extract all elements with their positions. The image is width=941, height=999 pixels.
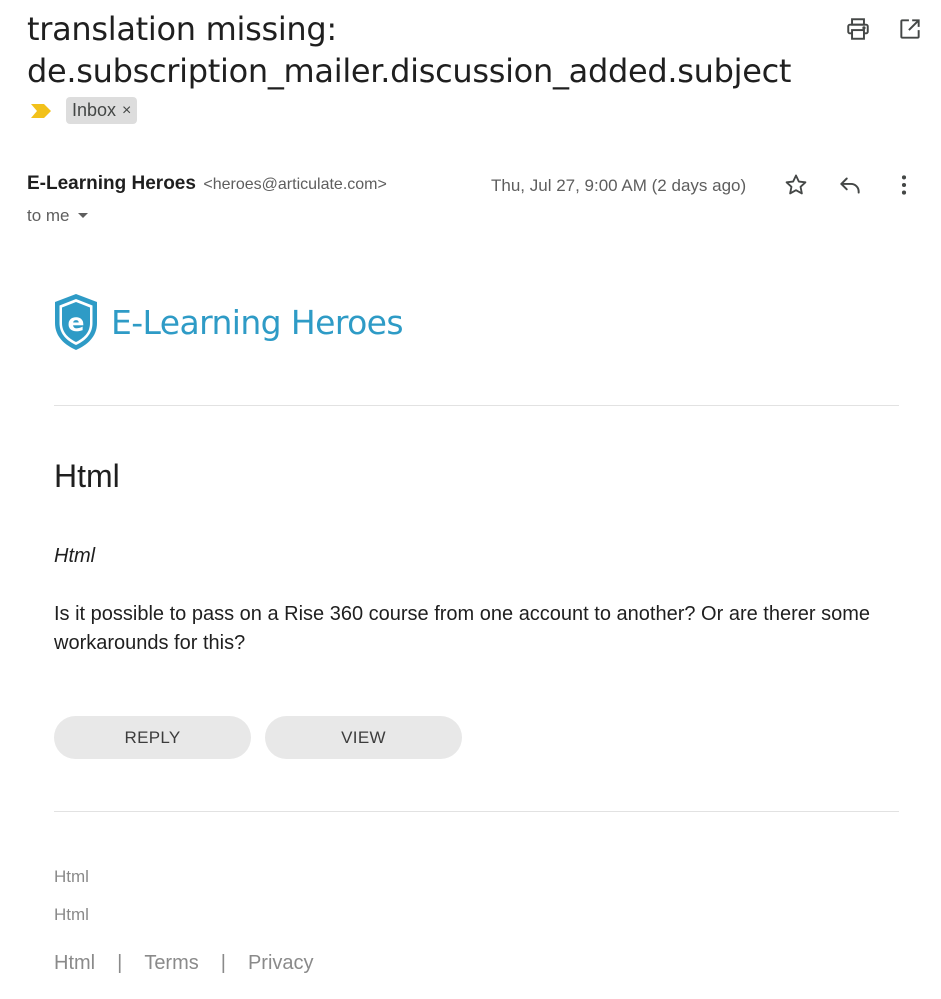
- post-body: Is it possible to pass on a Rise 360 course from one account to another? Or are therer some workarounds for this?: [54, 603, 870, 654]
- logo-wordmark: E-Learning Heroes: [111, 302, 403, 342]
- print-button[interactable]: [843, 14, 873, 44]
- subject-line-2: de.subscription_mailer.discussion_added.subject: [27, 52, 792, 90]
- shield-logo-icon: [53, 293, 99, 351]
- subject-line-1: translation missing:: [27, 10, 337, 48]
- recipient-text: to me: [27, 206, 70, 225]
- footer-line-1: Html: [54, 867, 89, 886]
- footer-separator: |: [117, 952, 123, 974]
- message-actions: [781, 170, 919, 200]
- label-chip-text: Inbox: [72, 100, 117, 120]
- email-subject: [27, 8, 817, 92]
- star-icon: [783, 172, 809, 198]
- print-icon: [845, 16, 871, 42]
- important-marker-icon[interactable]: [30, 103, 52, 119]
- sender-name[interactable]: E-Learning Heroes: [27, 173, 196, 194]
- post-title: Html: [54, 458, 120, 494]
- divider-bottom: [54, 811, 899, 812]
- footer-links: [54, 952, 314, 975]
- more-options-button[interactable]: [889, 170, 919, 200]
- open-in-new-window-button[interactable]: [895, 14, 925, 44]
- footer-separator: |: [220, 952, 226, 974]
- view-cta-button[interactable]: VIEW: [265, 716, 462, 759]
- open-new-window-icon: [897, 16, 923, 42]
- reply-icon: [837, 172, 863, 198]
- svg-text:e: e: [67, 308, 85, 337]
- divider-top: [54, 405, 899, 406]
- recipient-details-toggle[interactable]: [27, 206, 90, 226]
- labels-row: [30, 97, 137, 124]
- email-date: Thu, Jul 27, 9:00 AM (2 days ago): [491, 176, 747, 195]
- footer-link-terms[interactable]: Terms: [144, 952, 199, 974]
- more-vert-icon: [891, 172, 917, 198]
- remove-label-button[interactable]: ×: [122, 101, 132, 119]
- reply-button[interactable]: [835, 170, 865, 200]
- brand-logo[interactable]: [53, 293, 403, 351]
- post-subtitle: Html: [54, 545, 96, 567]
- sender-email: <heroes@articulate.com>: [203, 176, 387, 193]
- subject-actions: [843, 14, 925, 44]
- sender-row: [27, 173, 927, 203]
- footer-link-html[interactable]: Html: [54, 952, 96, 974]
- footer-line-2: Html: [54, 905, 89, 924]
- footer-link-privacy[interactable]: Privacy: [247, 952, 314, 974]
- star-button[interactable]: [781, 170, 811, 200]
- chevron-down-icon: [76, 211, 90, 221]
- label-chip-inbox: [66, 97, 137, 124]
- reply-cta-button[interactable]: REPLY: [54, 716, 251, 759]
